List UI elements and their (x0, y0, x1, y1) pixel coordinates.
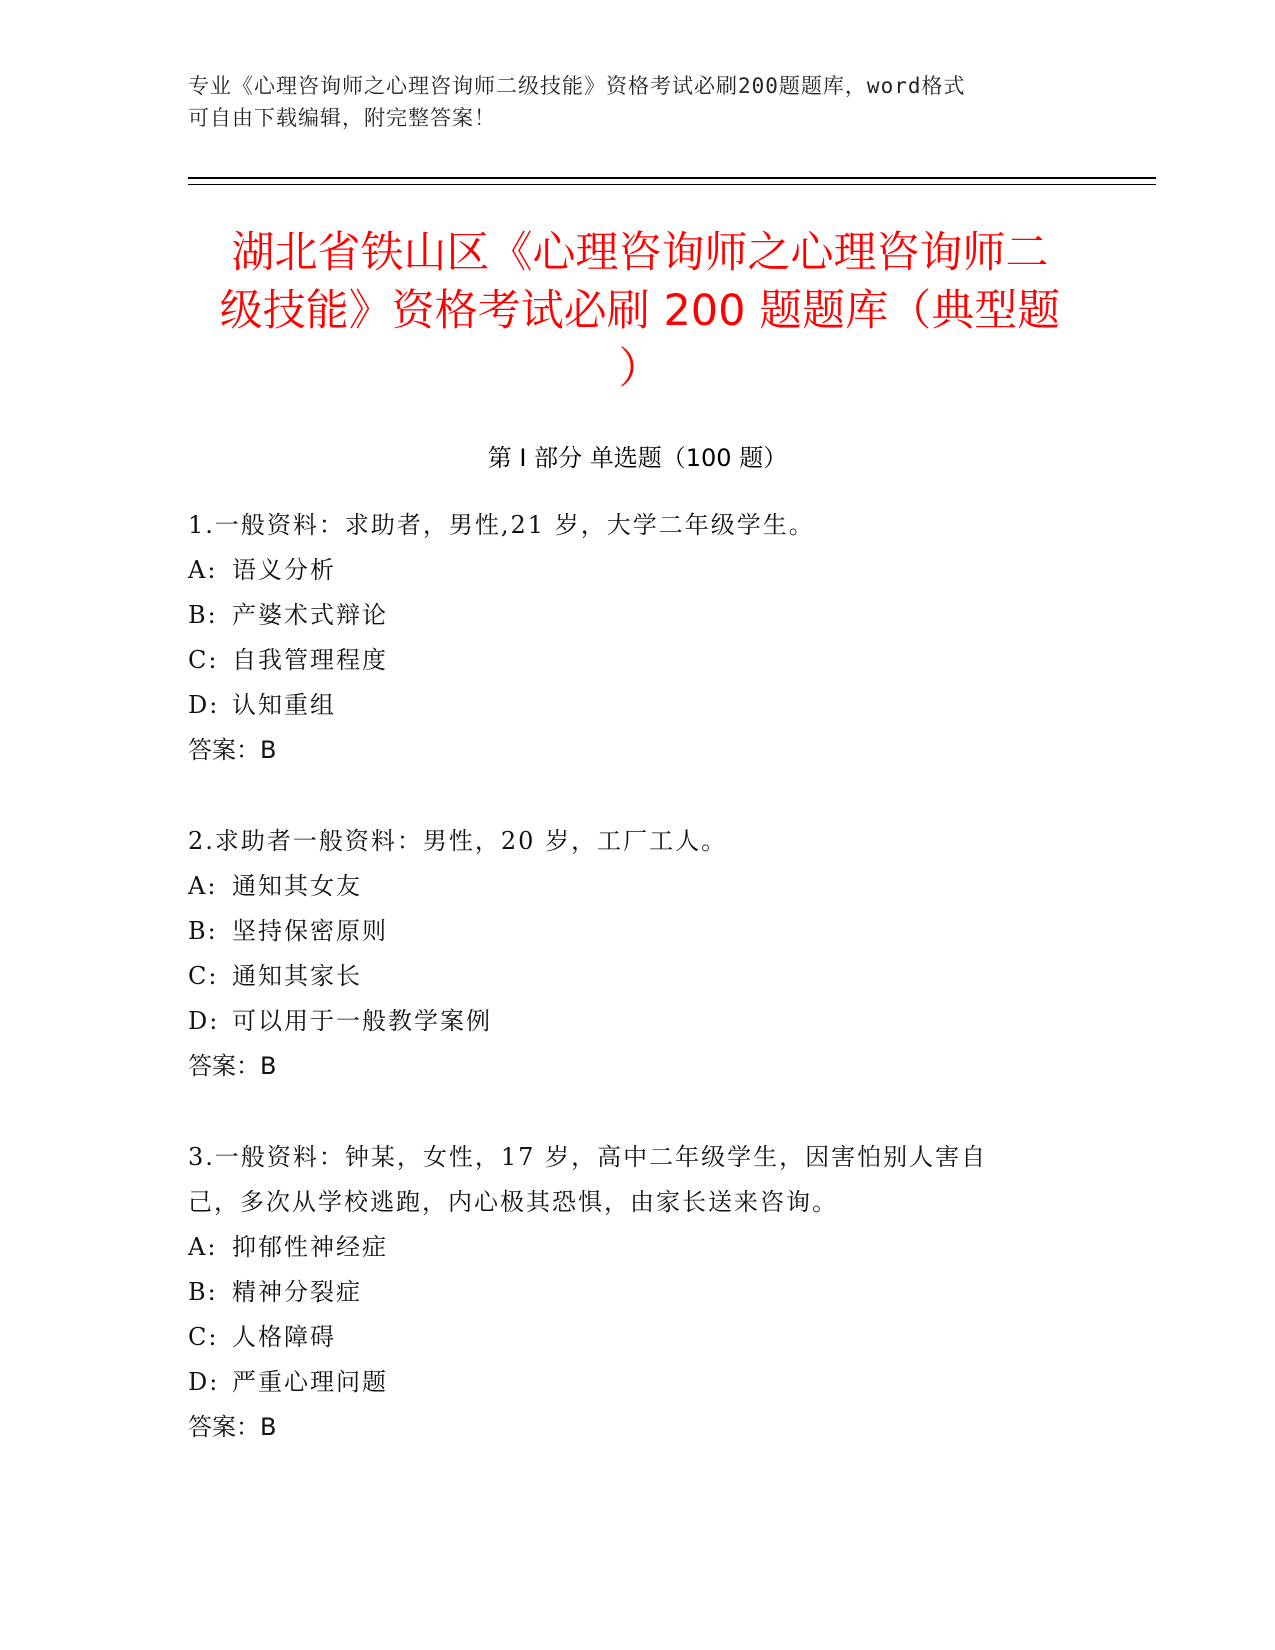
option-label: B: (188, 917, 218, 945)
option-a (188, 548, 1088, 593)
answer-text: 答案：B (188, 736, 277, 764)
option-label: A: (188, 872, 218, 900)
option-text: 坚持保密原则 (232, 917, 388, 945)
question-stem-continued: 己，多次从学校逃跑，内心极其恐惧，由家长送来咨询。 (188, 1188, 838, 1216)
section-heading: 第 I 部分 单选题（100 题） (487, 444, 788, 472)
question-stem: 3.一般资料：钟某，女性，17 岁，高中二年级学生，因害怕别人害自 (188, 1143, 988, 1171)
option-label: A: (188, 1233, 218, 1261)
document-title (200, 224, 1080, 398)
option-text: 自我管理程度 (232, 646, 388, 674)
option-b (188, 1270, 1088, 1315)
answer-text: 答案：B (188, 1052, 277, 1080)
question-3 (188, 1135, 1088, 1450)
question-stem: 1.一般资料：求助者，男性,21 岁，大学二年级学生。 (188, 511, 815, 539)
option-label: B: (188, 601, 218, 629)
option-c (188, 1315, 1088, 1360)
header-rule (188, 177, 1156, 179)
question-1 (188, 503, 1088, 773)
option-text: 严重心理问题 (232, 1368, 388, 1396)
option-text: 认知重组 (232, 691, 336, 719)
title-line: ） (618, 344, 662, 394)
option-text: 产婆术式辩论 (232, 601, 388, 629)
option-text: 人格障碍 (232, 1323, 336, 1351)
option-d (188, 683, 1088, 728)
option-d (188, 999, 1088, 1044)
header-rule-thin (188, 184, 1156, 185)
option-text: 语义分析 (232, 556, 336, 584)
title-line: 湖北省铁山区《心理咨询师之心理咨询师二 (231, 228, 1049, 278)
option-d (188, 1360, 1088, 1405)
option-text: 精神分裂症 (232, 1278, 362, 1306)
option-label: C: (188, 1323, 219, 1351)
option-label: B: (188, 1278, 218, 1306)
option-text: 抑郁性神经症 (232, 1233, 388, 1261)
option-label: A: (188, 556, 218, 584)
option-text: 可以用于一般教学案例 (232, 1007, 492, 1035)
intro-line: 可自由下载编辑，附完整答案！ (188, 106, 496, 130)
answer-text: 答案：B (188, 1413, 277, 1441)
option-label: D: (188, 1368, 220, 1396)
option-label: D: (188, 691, 220, 719)
option-label: D: (188, 1007, 220, 1035)
option-c (188, 954, 1088, 999)
option-label: C: (188, 646, 219, 674)
question-stem: 2.求助者一般资料：男性，20 岁，工厂工人。 (188, 827, 728, 855)
question-2 (188, 819, 1088, 1089)
option-b (188, 593, 1088, 638)
title-line: 级技能》资格考试必刷 200 题题库（典型题 (219, 286, 1061, 336)
option-b (188, 909, 1088, 954)
intro-line: 专业《心理咨询师之心理咨询师二级技能》资格考试必刷200题题库，word格式 (188, 74, 966, 98)
option-a (188, 864, 1088, 909)
option-label: C: (188, 962, 219, 990)
option-text: 通知其家长 (232, 962, 362, 990)
option-a (188, 1225, 1088, 1270)
intro-text (188, 70, 1088, 134)
option-text: 通知其女友 (232, 872, 362, 900)
option-c (188, 638, 1088, 683)
